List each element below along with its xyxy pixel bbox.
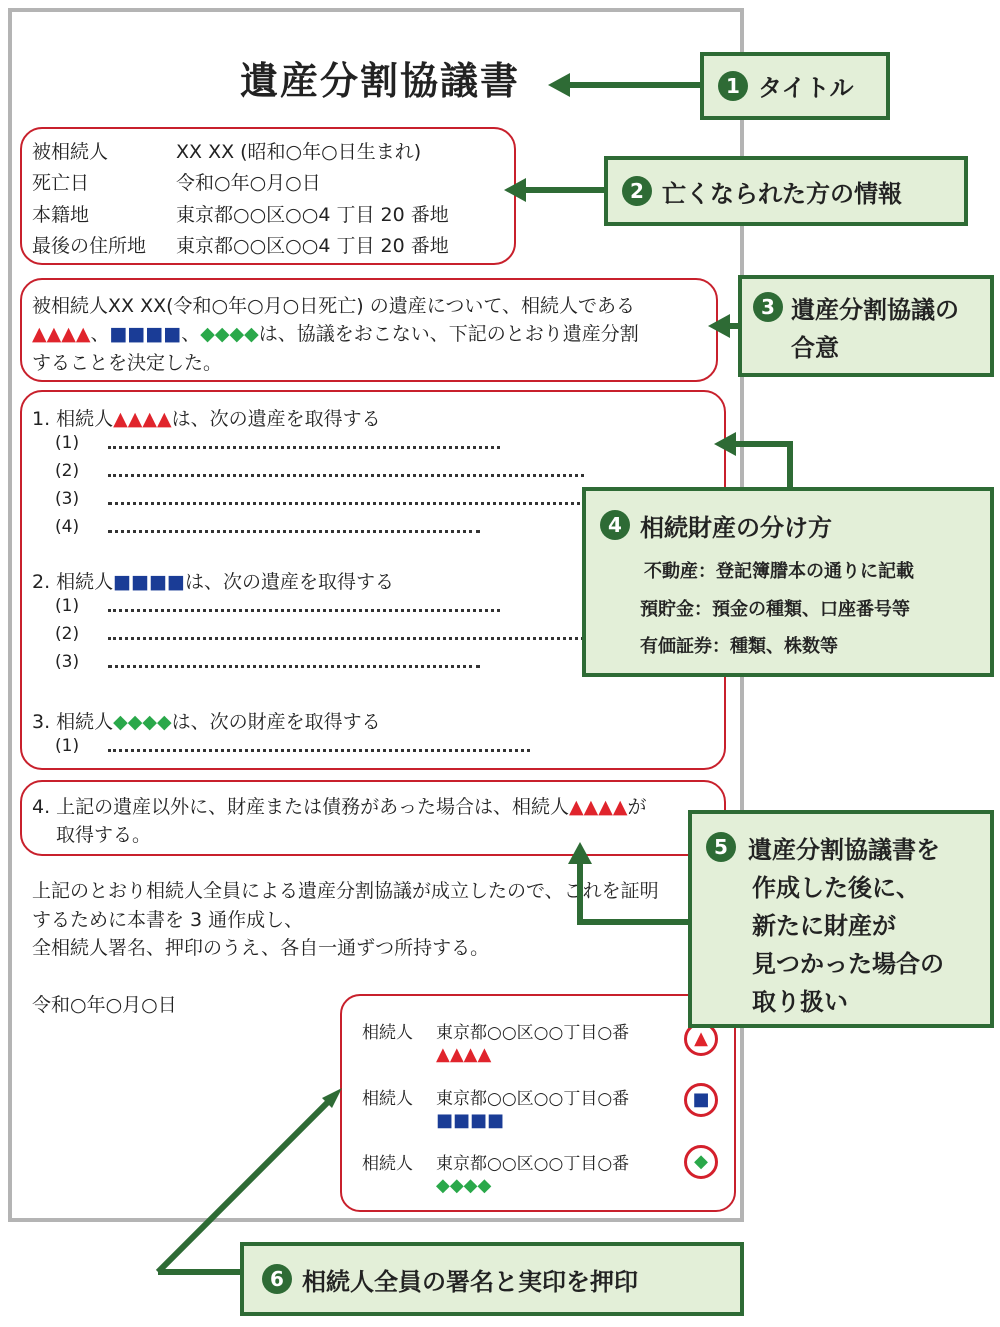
arrowhead-5 <box>568 842 592 864</box>
callout-4-detail-2: 預貯金：預金の種類、口座番号等 <box>640 599 910 620</box>
division-2-item-2: (2) <box>55 624 80 644</box>
heir-b-marks: ■■■■ <box>113 571 185 593</box>
callout-5-text-1: 遺産分割協議書を <box>748 836 940 864</box>
heir-c-marks: ◆◆◆◆ <box>113 711 172 733</box>
division-prefix: 3. 相続人 <box>32 711 114 733</box>
deceased-value-3: 東京都○○区○○4 丁目 20 番地 <box>176 204 449 226</box>
other-assets-text-end: が <box>627 796 647 818</box>
deceased-label-4: 最後の住所地 <box>32 235 147 257</box>
callout-2-text: 亡くなられた方の情報 <box>662 180 902 208</box>
closing-line-3: 全相続人署名、押印のうえ、各自一通ずつ所持する。 <box>32 937 490 959</box>
deceased-label-2: 死亡日 <box>32 172 90 194</box>
separator: 、 <box>90 323 110 345</box>
deceased-value-1: XX XX (昭和○年○日生まれ) <box>176 141 422 163</box>
division-1-item-4: (4) <box>55 517 80 537</box>
division-suffix: は、次の遺産を取得する <box>184 571 394 593</box>
triangle-icon: ▲ <box>694 1028 708 1049</box>
callout-5-text-2: 作成した後に、 <box>752 874 920 902</box>
callout-5-text-4: 見つかった場合の <box>752 950 944 978</box>
agreement-line-2-rest: は、協議をおこない、下記のとおり遺産分割 <box>258 323 639 345</box>
callout-5-text-5: 取り扱い <box>752 988 848 1016</box>
signature-label-2: 相続人 <box>362 1089 413 1109</box>
signature-address-1: 東京都○○区○○丁目○番 <box>436 1023 630 1043</box>
callout-number-3: 3 <box>753 292 783 322</box>
signature-name-2: ■■■■ <box>436 1110 505 1131</box>
closing-line-2: するために本書を 3 通作成し、 <box>32 909 304 931</box>
division-1-item-3: (3) <box>55 489 80 509</box>
callout-4-detail-1: 不動産：登記簿謄本の通りに記載 <box>644 561 914 582</box>
signature-name-1: ▲▲▲▲ <box>436 1044 492 1065</box>
document-date: 令和○年○月○日 <box>32 994 177 1016</box>
heir-a-marks: ▲▲▲▲ <box>32 323 91 345</box>
division-suffix: は、次の遺産を取得する <box>171 408 381 430</box>
document-title: 遺産分割協議書 <box>239 59 520 103</box>
callout-5-text-3: 新たに財産が <box>752 912 896 940</box>
callout-4-detail-3: 有価証券：種類、株数等 <box>640 636 838 657</box>
deceased-label-1: 被相続人 <box>32 141 109 163</box>
separator: 、 <box>181 323 201 345</box>
division-prefix: 1. 相続人 <box>32 408 114 430</box>
diamond-icon: ◆ <box>694 1151 708 1172</box>
signature-label-1: 相続人 <box>362 1023 413 1043</box>
signature-address-3: 東京都○○区○○丁目○番 <box>436 1154 630 1174</box>
heir-c-marks: ◆◆◆◆ <box>200 323 259 345</box>
deceased-value-2: 令和○年○月○日 <box>176 172 321 194</box>
other-assets-line-2: 取得する。 <box>56 824 152 846</box>
division-1-item-1: (1) <box>55 433 80 453</box>
division-prefix: 2. 相続人 <box>32 571 114 593</box>
heir-a-marks: ▲▲▲▲ <box>568 796 628 818</box>
agreement-line-3: することを決定した。 <box>32 352 223 374</box>
callout-1-text: タイトル <box>758 74 854 102</box>
callout-number-5: 5 <box>706 832 736 862</box>
closing-line-1: 上記のとおり相続人全員による遺産分割協議が成立したので、これを証明 <box>32 880 659 902</box>
callout-3-text-1: 遺産分割協議の <box>791 296 959 324</box>
signature-name-3: ◆◆◆◆ <box>436 1175 492 1196</box>
arrowhead-4 <box>714 432 736 456</box>
square-icon: ■ <box>692 1089 710 1110</box>
heir-b-marks: ■■■■ <box>109 323 182 345</box>
deceased-value-4: 東京都○○区○○4 丁目 20 番地 <box>176 235 449 257</box>
callout-3-text-2: 合意 <box>791 334 839 362</box>
callout-number-2: 2 <box>622 176 652 206</box>
other-assets-text: 4. 上記の遺産以外に、財産または債務があった場合は、相続人 <box>32 796 569 818</box>
callout-4-text: 相続財産の分け方 <box>640 514 832 542</box>
signature-address-2: 東京都○○区○○丁目○番 <box>436 1089 630 1109</box>
heir-a-marks: ▲▲▲▲ <box>113 408 172 430</box>
callout-number-6: 6 <box>262 1264 292 1294</box>
signature-label-3: 相続人 <box>362 1154 413 1174</box>
arrow-4 <box>730 444 790 488</box>
arrowhead-1 <box>548 73 570 97</box>
deceased-label-3: 本籍地 <box>32 204 90 226</box>
callout-number-4: 4 <box>600 510 630 540</box>
arrow-5 <box>580 858 690 922</box>
callout-number-1: 1 <box>718 71 748 101</box>
division-1-item-2: (2) <box>55 461 80 481</box>
arrowhead-3 <box>708 314 730 338</box>
division-3-item-1: (1) <box>55 736 80 756</box>
agreement-line-1: 被相続人XX XX(令和○年○月○日死亡) の遺産について、相続人である <box>32 295 635 317</box>
division-2-item-1: (1) <box>55 596 80 616</box>
callout-6-text: 相続人全員の署名と実印を押印 <box>302 1268 638 1296</box>
division-2-item-3: (3) <box>55 652 80 672</box>
arrowhead-2 <box>504 178 526 202</box>
division-suffix: は、次の財産を取得する <box>171 711 381 733</box>
